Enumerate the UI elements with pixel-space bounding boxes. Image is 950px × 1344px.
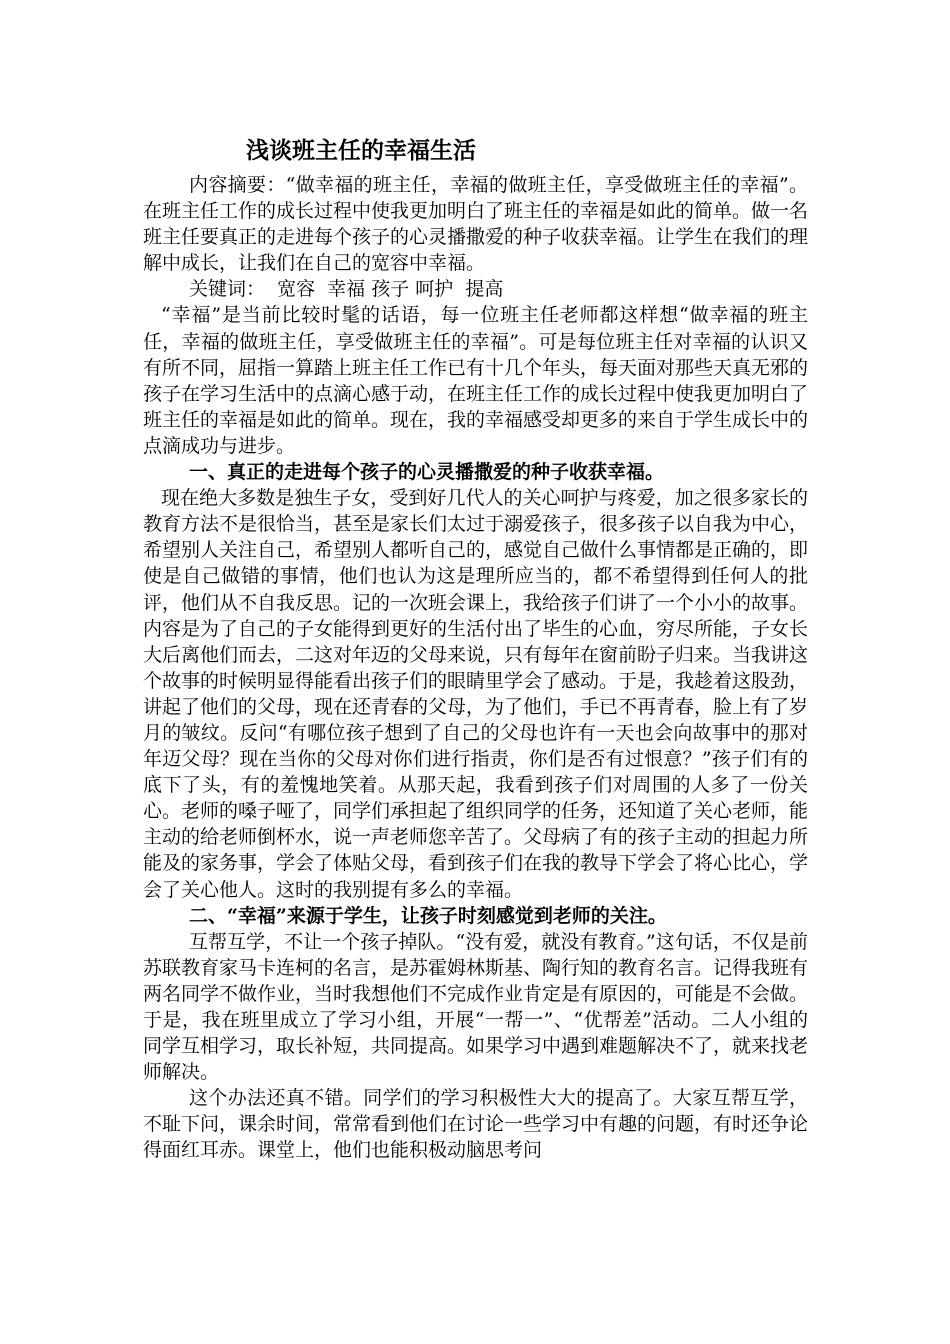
document-title: 浅谈班主任的幸福生活 bbox=[246, 137, 476, 164]
section-2-paragraph-1: 互帮互学，不让一个孩子掉队。“没有爱，就没有教育。”这句话，不仅是前苏联教育家马卡连柯的名言，是苏霍姆林斯基、陶行知的教育名言。记得我班有两名同学不做作业，当时我想他们不完成作业肯定是有原因的，可能是不会做。于是，我在班里成立了学习小组，开展“一帮一”、“优帮差”活动。二人小组的同学互相学习，取长补短，共同提高。如果学习中遇到难题解决不了，就来找老师解决。 bbox=[143, 930, 809, 1084]
abstract-paragraph: 内容摘要：“做幸福的班主任，幸福的做班主任，享受做班主任的幸福”。在班主任工作的成长过程中使我更加明白了班主任的幸福是如此的简单。做一名班主任要真正的走进每个孩子的心灵播撒爱的种子收获幸福。让学生在我们的理解中成长，让我们在自己的宽容中幸福。 bbox=[143, 174, 809, 275]
section-heading-2: 二、“幸福”来源于学生，让孩子时刻感觉到老师的关注。 bbox=[189, 904, 667, 927]
keywords-line: 关键词： 宽容 幸福 孩子 呵护 提高 bbox=[189, 278, 504, 301]
intro-paragraph: “幸福”是当前比较时髦的话语，每一位班主任老师都这样想“做幸福的班主任，幸福的做班主任，享受做班主任的幸福”。可是每位班主任对幸福的认识又有所不同，屈指一算踏上班主任工作已有十几个年头，每天面对那些天真无邪的孩子在学习生活中的点滴心感于动，在班主任工作的成长过程中使我更加明白了班主任的幸福是如此的简单。现在，我的幸福感受却更多的来自于学生成长中的点滴成功与进步。 bbox=[143, 304, 809, 457]
section-1-paragraph: 现在绝大多数是独生子女，受到好几代人的关心呵护与疼爱，加之很多家长的教育方法不是很恰当，甚至是家长们太过于溺爱孩子，很多孩子以自我为中心，希望别人关注自己，希望别人都听自己的，感觉自己做什么事情都是正确的，即使是自己做错的事情，他们也认为这是理所应当的，都不希望得到任何人的批评，他们从不自我反思。记的一次班会课上，我给孩子们讲了一个小小的故事。内容是为了自己的子女能得到更好的生活付出了毕生的心血，穷尽所能，子女长大后离他们而去，二这对年迈的父母来说，只有每年在窗前盼子归来。当我讲这个故事的时候明显得能看出孩子们的眼睛里学会了感动。于是，我趁着这股劲，讲起了他们的父母，现在还青春的父母，为了他们，手已不再青春，脸上有了岁月的皱纹。反问“有哪位孩子想到了自己的父母也许有一天也会向故事中的那对年迈父母？现在当你的父母对你们进行指责，你们是否有过恨意？”孩子们有的底下了头，有的羞愧地笑着。从那天起，我看到孩子们对周围的人多了一份关心。老师的嗓子哑了，同学们承担起了组织同学的任务，还知道了关心老师，能主动的给老师倒杯水，说一声老师您辛苦了。父母病了有的孩子主动的担起力所能及的家务事，学会了体贴父母，看到孩子们在我的教导下学会了将心比心，学会了关心他人。这时的我别提有多么的幸福。 bbox=[143, 487, 809, 901]
section-2-paragraph-2: 这个办法还真不错。同学们的学习积极性大大的提高了。大家互帮互学，不耻下问，课余时间，常常看到他们在讨论一些学习中有趣的问题，有时还争论得面红耳赤。课堂上，他们也能积极动脑思考问 bbox=[143, 1087, 809, 1162]
document-body bbox=[143, 172, 808, 1164]
section-heading-1: 一、真正的走进每个孩子的心灵播撒爱的种子收获幸福。 bbox=[189, 461, 665, 484]
